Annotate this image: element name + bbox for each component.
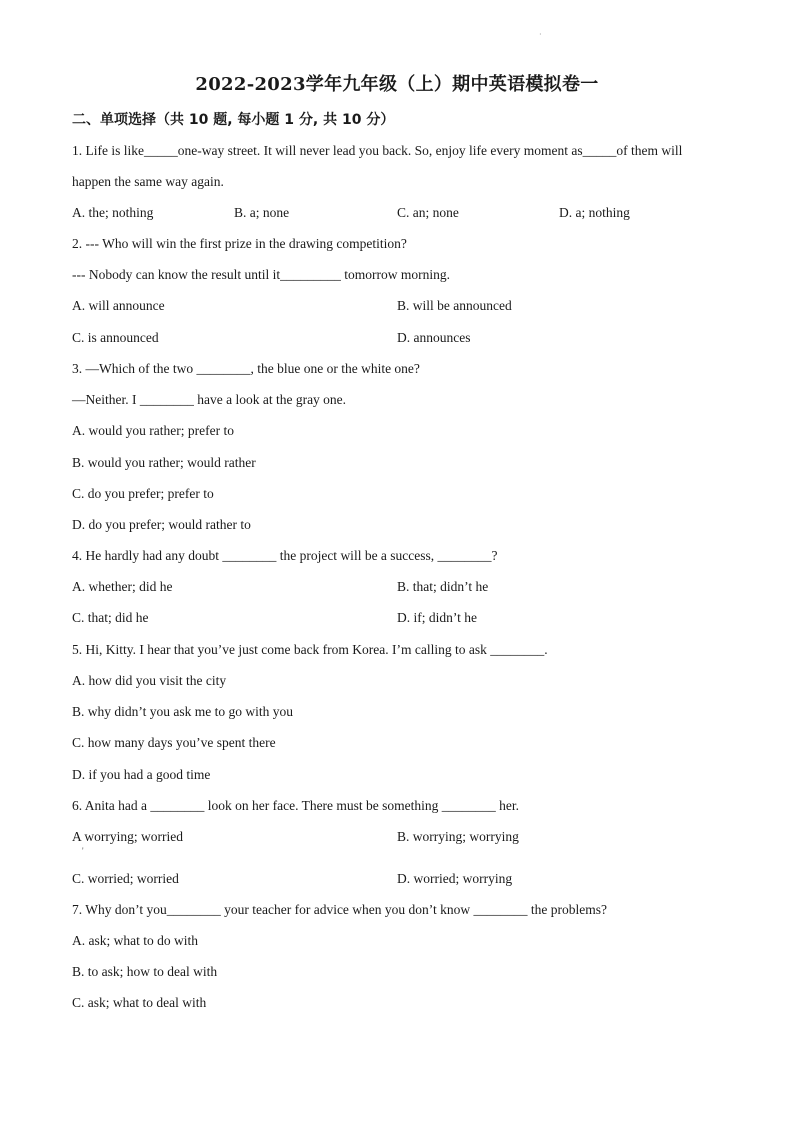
question-6-option-d[interactable]: D. worried; worrying xyxy=(397,871,513,886)
question-6-stem: 6. Anita had a ________ look on her face. There must be something ________ her. xyxy=(72,798,520,813)
question-4-option-d[interactable]: D. if; didn’t he xyxy=(397,610,477,625)
question-1-option-b[interactable]: B. a; none xyxy=(234,205,290,220)
question-3-option-a[interactable]: A. would you rather; prefer to xyxy=(72,423,234,438)
question-7-option-b[interactable]: B. to ask; how to deal with xyxy=(72,964,218,979)
question-1-stem-line-1: 1. Life is like_____one-way street. It will never lead you back. So, enjoy life every moment as_____of them will xyxy=(72,143,683,158)
question-3-option-c[interactable]: C. do you prefer; prefer to xyxy=(72,486,214,501)
stray-dot: · xyxy=(539,30,542,39)
question-4-option-a[interactable]: A. whether; did he xyxy=(72,579,173,594)
stray-tick-mark: ' xyxy=(82,846,84,856)
question-3-option-b[interactable]: B. would you rather; would rather xyxy=(72,455,256,470)
question-3-stem-line-1: 3. —Which of the two ________, the blue one or the white one? xyxy=(72,361,420,376)
question-5-option-c[interactable]: C. how many days you’ve spent there xyxy=(72,735,276,750)
question-5-option-b[interactable]: B. why didn’t you ask me to go with you xyxy=(72,704,293,719)
question-7-option-a[interactable]: A. ask; what to do with xyxy=(72,933,198,948)
question-1-option-d[interactable]: D. a; nothing xyxy=(559,205,630,220)
question-4-option-b[interactable]: B. that; didn’t he xyxy=(397,579,489,594)
question-2-option-a[interactable]: A. will announce xyxy=(72,298,165,313)
question-6-option-b[interactable]: B. worrying; worrying xyxy=(397,829,519,844)
question-2-stem-line-1: 2. --- Who will win the first prize in the drawing competition? xyxy=(72,236,407,251)
question-5-option-a[interactable]: A. how did you visit the city xyxy=(72,673,227,688)
question-5-option-d[interactable]: D. if you had a good time xyxy=(72,767,211,782)
page-title: 2022-2023学年九年级（上）期中英语模拟卷一 xyxy=(195,74,599,95)
question-3-option-d[interactable]: D. do you prefer; would rather to xyxy=(72,517,251,532)
question-6-option-c[interactable]: C. worried; worried xyxy=(72,871,179,886)
question-2-option-d[interactable]: D. announces xyxy=(397,330,471,345)
question-4-stem: 4. He hardly had any doubt ________ the project will be a success, ________? xyxy=(72,548,498,563)
question-2-option-b[interactable]: B. will be announced xyxy=(397,298,512,313)
section-heading: 二、单项选择（共 10 题, 每小题 1 分, 共 10 分） xyxy=(72,112,395,128)
question-4-option-c[interactable]: C. that; did he xyxy=(72,610,149,625)
question-6-option-a[interactable]: A worrying; worried xyxy=(72,829,183,844)
question-3-stem-line-2: —Neither. I ________ have a look at the gray one. xyxy=(72,392,347,407)
question-2-stem-line-2: --- Nobody can know the result until it_________ tomorrow morning. xyxy=(72,267,450,282)
question-1-stem-line-2: happen the same way again. xyxy=(72,174,224,189)
question-7-option-c[interactable]: C. ask; what to deal with xyxy=(72,995,207,1010)
question-1-option-c[interactable]: C. an; none xyxy=(397,205,459,220)
question-7-stem: 7. Why don’t you________ your teacher for advice when you don’t know ________ the problems? xyxy=(72,902,608,917)
question-1-option-a[interactable]: A. the; nothing xyxy=(72,205,154,220)
question-5-stem: 5. Hi, Kitty. I hear that you’ve just come back from Korea. I’m calling to ask ________. xyxy=(72,642,548,657)
question-2-option-c[interactable]: C. is announced xyxy=(72,330,159,345)
